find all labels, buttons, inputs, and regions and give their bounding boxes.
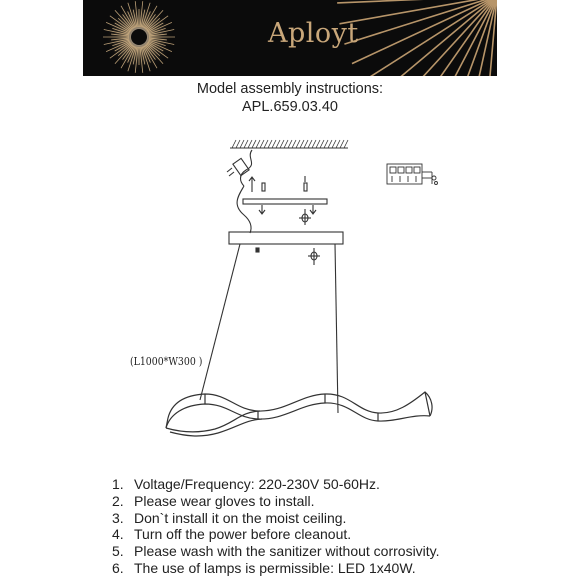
instruction-number: 3. [112,509,124,526]
suspension-wire-left [200,244,240,400]
instruction-item [112,476,440,493]
instruction-text: Please wear gloves to install. [134,492,315,509]
power-cable [241,150,253,186]
instruction-text: Turn off the power before cleanout. [134,526,352,543]
anchor-icon [259,205,316,225]
instruction-item [112,543,440,560]
wire-connector-icon [227,158,249,176]
instruction-number: 4. [112,526,124,543]
wave-luminaire [166,392,432,436]
ceiling-hatch [232,140,348,148]
canopy-screw-icon [256,248,320,265]
instruction-text: Voltage/Frequency: 220-230V 50-60Hz. [134,476,380,492]
instruction-number: 5. [112,543,124,560]
instruction-number: 2. [112,492,124,509]
instruction-item [112,560,440,577]
screw-icon [249,176,307,192]
instruction-number: 6. [112,559,124,576]
supply-wire [237,186,251,233]
instruction-item [112,526,440,543]
suspension-wire-right [335,244,338,413]
instruction-item [112,493,440,510]
title-line-1: Model assembly instructions: [196,81,384,97]
instruction-text: The use of lamps is permissible: LED 1x40W. [134,559,416,576]
wiring-diagram-icon [387,164,438,185]
brand-logo-text: Aployt [268,18,359,49]
instructions-list [112,476,440,577]
instruction-text: Don`t install it on the moist ceiling. [134,509,347,526]
mounting-bracket [243,199,327,204]
instruction-text: Please wash with the sanitizer without corrosivity. [134,543,440,560]
dimension-label: (L1000*W300 ) [130,355,203,368]
canopy [229,232,343,244]
model-number: APL.659.03.40 [242,99,338,115]
instruction-item [112,510,440,527]
instruction-number: 1. [112,476,124,492]
